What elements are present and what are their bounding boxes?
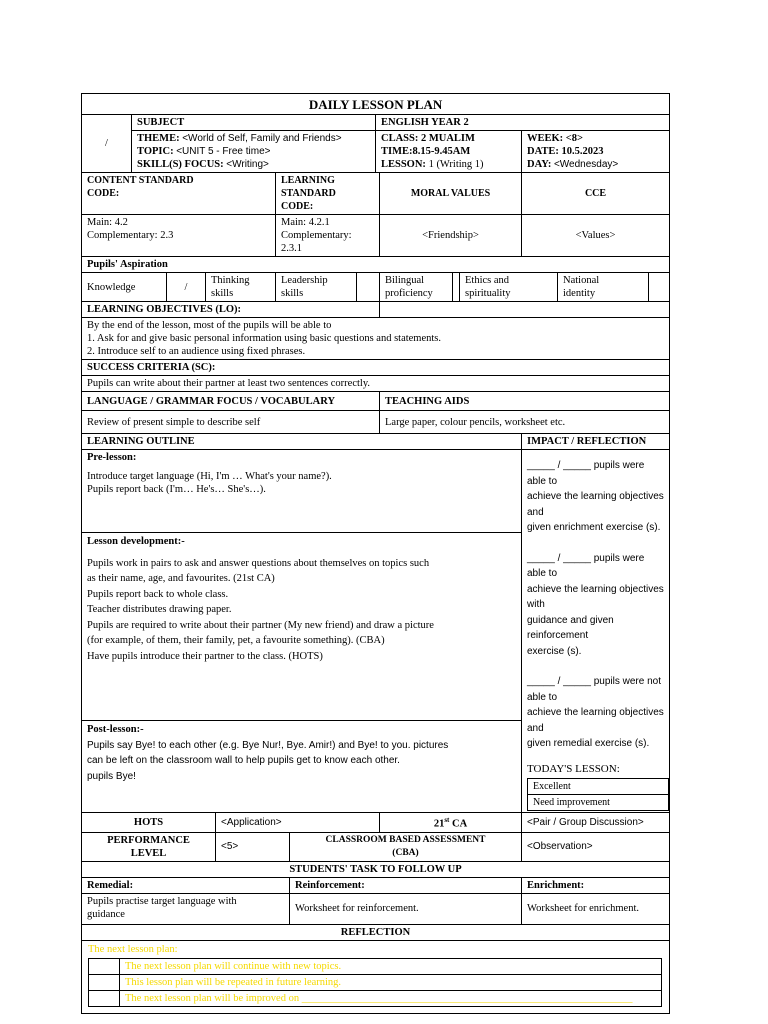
aspiration-heading: Pupils' Aspiration xyxy=(82,257,670,273)
pre-lesson-block: Pre-lesson: Introduce target language (Hi, I'm … What's your name?). Pupils report back (I'm… He's… She's…). xyxy=(82,450,522,533)
content-standard-value: Main: 4.2 Complementary: 2.3 xyxy=(82,215,276,257)
post-lesson-heading: Post-lesson:- xyxy=(87,724,144,736)
success-text: Pupils can write about their partner at least two sentences correctly. xyxy=(82,376,670,392)
header-mark: / xyxy=(82,115,132,173)
hots-value: <Application> xyxy=(216,813,380,833)
performance-level-value: <5> xyxy=(216,832,290,861)
reflection-options-table xyxy=(88,958,662,1007)
content-standard-label: CONTENT STANDARD CODE: xyxy=(82,173,276,215)
subject-label: SUBJECT xyxy=(132,115,376,131)
cce-value: <Values> xyxy=(522,215,670,257)
hots-label: HOTS xyxy=(82,813,216,833)
teaching-aids-text: Large paper, colour pencils, worksheet etc. xyxy=(380,411,670,434)
objectives-heading: LEARNING OBJECTIVES (LO): xyxy=(82,302,380,318)
enrichment-label: Enrichment: xyxy=(522,877,670,893)
reflection-intro: The next lesson plan: xyxy=(88,943,178,955)
todays-lesson-label: TODAY'S LESSON: xyxy=(527,762,620,775)
aspiration-item: Thinking skills xyxy=(206,273,276,302)
topic-value: <UNIT 5 - Free time> xyxy=(176,146,271,157)
class-block xyxy=(376,131,522,173)
need-improvement-checkbox[interactable] xyxy=(669,795,670,811)
theme-block xyxy=(132,131,376,173)
success-heading: SUCCESS CRITERIA (SC): xyxy=(82,360,670,376)
option-need-improvement: Need improvement xyxy=(528,795,669,811)
reinforcement-label: Reinforcement: xyxy=(290,877,522,893)
aspiration-row xyxy=(82,273,670,302)
reflection-checkbox[interactable] xyxy=(89,958,120,974)
reflection-checkbox[interactable] xyxy=(89,990,120,1006)
theme-label: THEME: xyxy=(137,133,180,144)
lesson-development-block: Lesson development:- Pupils work in pairs to ask and answer questions about themselves on topics such as their name, age, and favourites. (21st CA) Pupils report back to whole class. Teacher distributes drawing paper. Pupils are required to write about their partner (My new friend) and draw a picture (for example, of them, their family, pet, a favourite something). (CBA) Have pupils introduce their partner to the class. (HOTS) xyxy=(82,533,522,721)
moral-values-label: MORAL VALUES xyxy=(380,173,522,215)
objectives-text: By the end of the lesson, most of the pupils will be able to 1. Ask for and give basic personal information using basic questions and statements. 2. Introduce self to an audience using fixed phrases. xyxy=(82,318,670,360)
lesson-label: LESSON: xyxy=(381,159,426,170)
followup-heading: STUDENTS' TASK TO FOLLOW UP xyxy=(82,861,670,877)
pre-lesson-heading: Pre-lesson: xyxy=(87,452,137,463)
learning-standard-value: Main: 4.2.1 Complementary: 2.3.1 xyxy=(276,215,380,257)
class-line: CLASS: 2 MUALIM xyxy=(381,133,475,144)
date-line: DATE: 10.5.2023 xyxy=(527,146,604,157)
enrichment-text: Worksheet for enrichment. xyxy=(522,893,670,924)
teaching-aids-heading: TEACHING AIDS xyxy=(380,392,670,411)
lesson-plan-page xyxy=(81,93,669,1014)
time-line: TIME:8.15-9.45AM xyxy=(381,146,471,157)
aspiration-mark xyxy=(649,273,670,301)
excellent-checkbox[interactable] xyxy=(669,779,670,795)
lesson-development-heading: Lesson development:- xyxy=(87,536,185,548)
lesson-value: 1 (Writing 1) xyxy=(428,159,484,170)
ca-label: 21st CA xyxy=(380,813,522,833)
day-label: DAY: xyxy=(527,159,552,170)
remedial-label: Remedial: xyxy=(82,877,290,893)
performance-level-label: PERFORMANCE LEVEL xyxy=(82,832,216,861)
aspiration-item: National identity xyxy=(558,273,670,302)
aspiration-item: Ethics and spirituality xyxy=(460,273,558,302)
theme-value: <World of Self, Family and Friends> xyxy=(182,133,342,144)
lesson-plan-table xyxy=(81,93,670,1014)
page-title: DAILY LESSON PLAN xyxy=(82,94,670,115)
impact-block: _____ / _____ pupils were able to achieve the learning objectives and given enrichment exercise (s). _____ / _____ pupils were able to achieve the learning objectives with guidance and given reinforcement exercise (s). _____ / _____ pupils were not able to achieve the learning objectives and given remedial exercise (s). TODAY'S LESSON: Excellent Need improvement xyxy=(522,450,670,813)
aspiration-mark xyxy=(357,273,380,301)
remedial-text: Pupils practise target language with guidance xyxy=(82,893,290,924)
cba-value: <Observation> xyxy=(522,832,670,861)
language-heading: LANGUAGE / GRAMMAR FOCUS / VOCABULARY xyxy=(82,392,380,411)
day-value: <Wednesday> xyxy=(553,159,619,170)
week-line: WEEK: <8> xyxy=(527,133,584,144)
impact-heading: IMPACT / REFLECTION xyxy=(522,434,670,450)
todays-lesson-table xyxy=(527,778,670,811)
cce-label: CCE xyxy=(522,173,670,215)
learning-standard-label: LEARNING STANDARD CODE: xyxy=(276,173,380,215)
skill-value: <Writing> xyxy=(226,159,269,170)
ca-value: <Pair / Group Discussion> xyxy=(522,813,670,833)
reflection-option: The next lesson plan will be improved on _______________________________________________________________ xyxy=(120,990,662,1006)
week-block xyxy=(522,131,670,173)
reflection-checkbox[interactable] xyxy=(89,974,120,990)
aspiration-mark: / xyxy=(184,281,188,293)
learning-outline-heading: LEARNING OUTLINE xyxy=(82,434,522,450)
reflection-block xyxy=(82,940,670,1013)
topic-label: TOPIC: xyxy=(137,146,174,157)
moral-values-value: <Friendship> xyxy=(380,215,522,257)
language-text: Review of present simple to describe self xyxy=(82,411,380,434)
reflection-option: This lesson plan will be repeated in future learning. xyxy=(120,974,662,990)
reinforcement-text: Worksheet for reinforcement. xyxy=(290,893,522,924)
post-lesson-block: Post-lesson:- Pupils say Bye! to each other (e.g. Bye Nur!, Bye. Amir!) and Bye! to you. pictures can be left on the classroom wall to help pupils get to know each other. pupils Bye! xyxy=(82,721,522,813)
reflection-option: The next lesson plan will continue with new topics. xyxy=(120,958,662,974)
subject-value: ENGLISH YEAR 2 xyxy=(376,115,670,131)
aspiration-item: Knowledge / xyxy=(82,273,206,302)
skill-label: SKILL(S) FOCUS: xyxy=(137,159,224,170)
cba-label: CLASSROOM BASED ASSESSMENT (CBA) xyxy=(290,832,522,861)
option-excellent: Excellent xyxy=(528,779,669,795)
aspiration-mark xyxy=(453,273,460,301)
aspiration-item: Leadership skills xyxy=(276,273,380,302)
aspiration-item: Bilingual proficiency xyxy=(380,273,460,302)
reflection-heading: REFLECTION xyxy=(82,924,670,940)
